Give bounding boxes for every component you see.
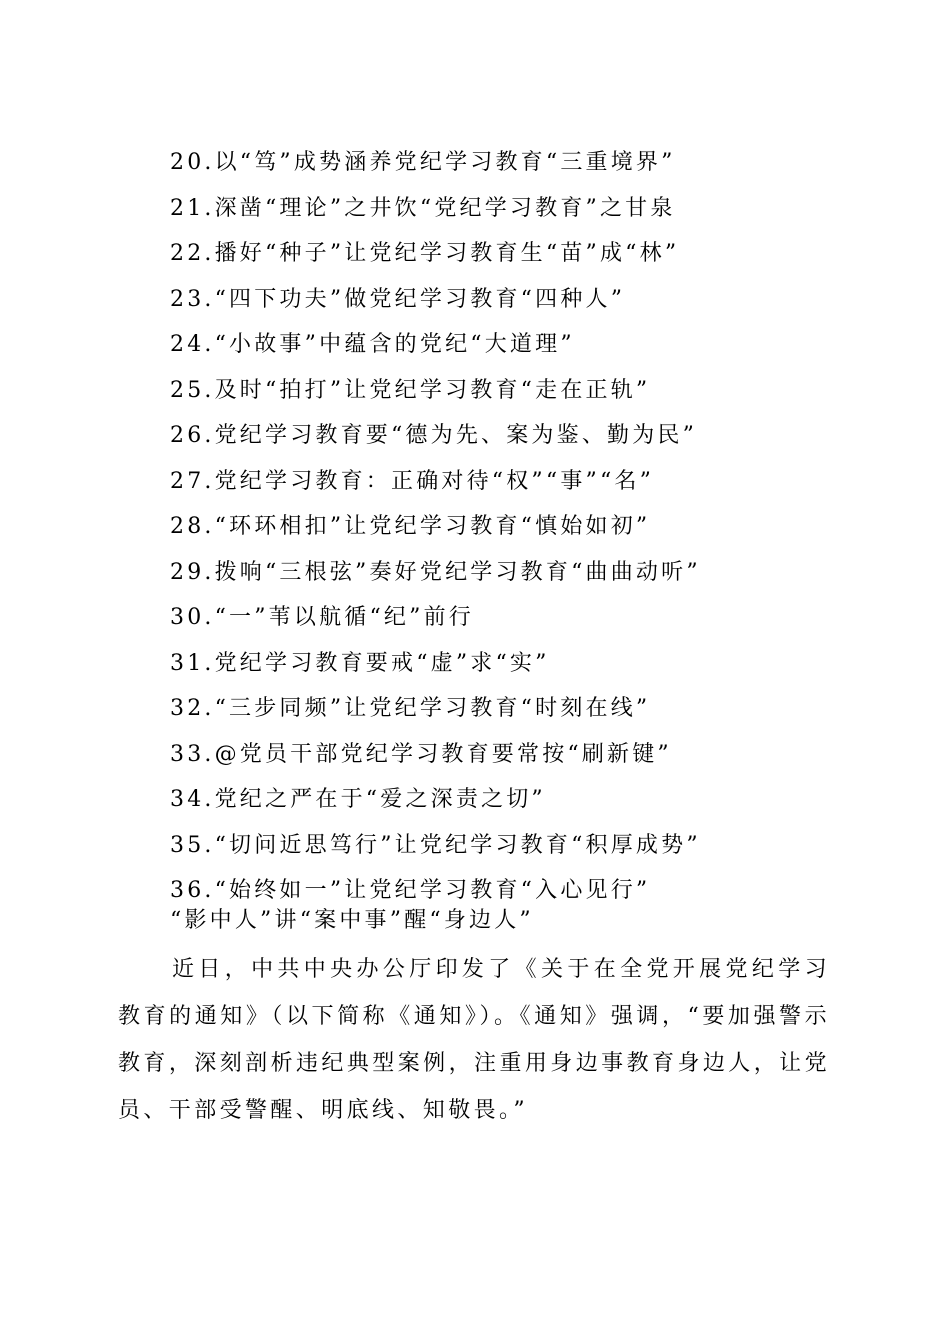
- list-item: 25.及时“拍打”让党纪学习教育“走在正轨”: [170, 377, 651, 403]
- list-item: 26.党纪学习教育要“德为先、案为鉴、勤为民”: [170, 423, 698, 448]
- list-item: 22.播好“种子”让党纪学习教育生“苗”成“林”: [170, 241, 680, 266]
- list-item: 27.党纪学习教育：正确对待“权”“事”“名”: [170, 468, 655, 494]
- list-item: 24.“小故事”中蕴含的党纪“大道理”: [170, 332, 575, 357]
- list-item: 32.“三步同频”让党纪学习教育“时刻在线”: [170, 696, 651, 721]
- list-item: 21.深凿“理论”之井饮“党纪学习教育”之甘泉: [170, 195, 676, 221]
- list-item: 23.“四下功夫”做党纪学习教育“四种人”: [170, 286, 626, 312]
- list-item: 34.党纪之严在于“爱之深责之切”: [170, 787, 546, 812]
- list-item: 31.党纪学习教育要戒“虚”求“实”: [170, 650, 550, 676]
- section-subtitle: “影中人”讲“案中事”醒“身边人”: [170, 908, 534, 933]
- list-item: 33.@党员干部党纪学习教育要常按“刷新键”: [170, 741, 672, 767]
- title-list: [170, 140, 830, 914]
- list-item: 36.“始终如一”让党纪学习教育“入心见行”: [170, 878, 651, 903]
- body-paragraph: 近日，中共中央办公厅印发了《关于在全党开展党纪学习教育的通知》（以下简称《通知》）。《通知》强调，“要加强警示教育，深刻剖析违纪典型案例，注重用身边事教育身边人，让党员、干部受警醒、明底线、知敬畏。”: [118, 957, 830, 1123]
- list-item: 29.拨响“三根弦”奏好党纪学习教育“曲曲动听”: [170, 559, 701, 585]
- list-item: 35.“切问近思笃行”让党纪学习教育“积厚成势”: [170, 832, 701, 858]
- list-item: 28.“环环相扣”让党纪学习教育“慎始如初”: [170, 514, 651, 539]
- list-item: 30.“一”苇以航循“纪”前行: [170, 605, 474, 630]
- list-item: 20.以“笃”成势涵养党纪学习教育“三重境界”: [170, 150, 676, 175]
